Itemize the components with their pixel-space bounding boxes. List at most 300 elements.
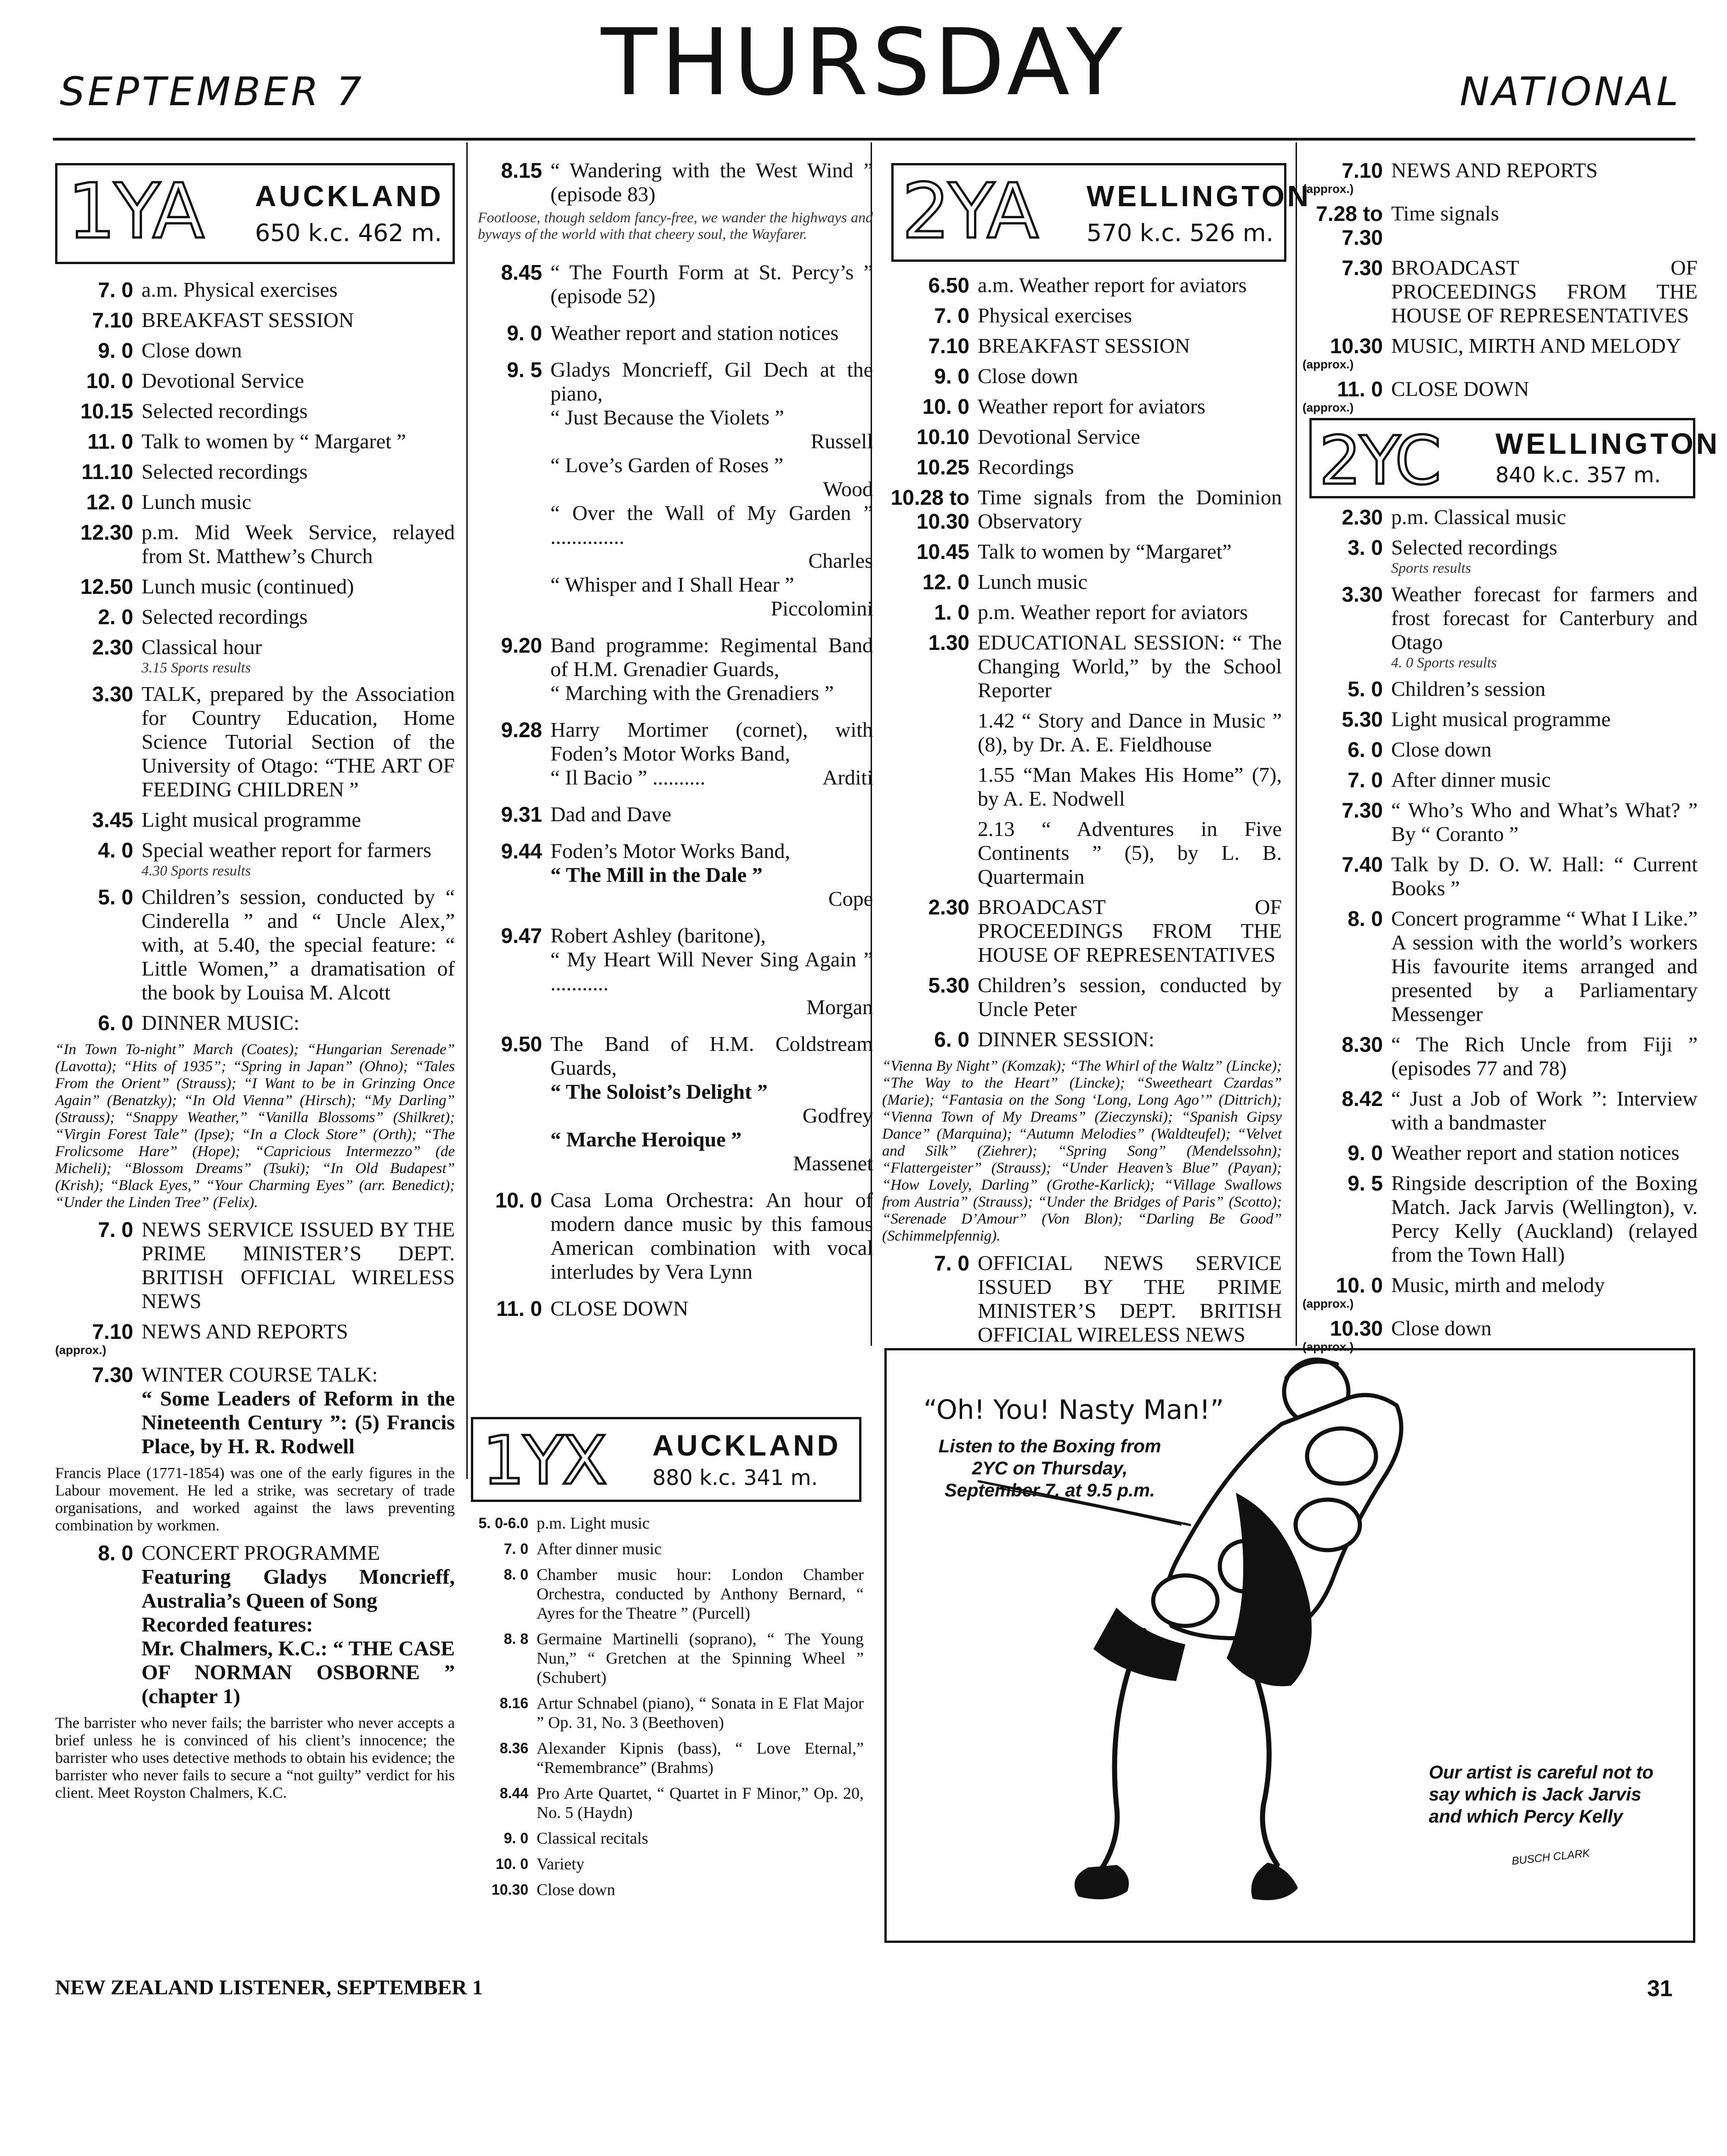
schedule-entry <box>473 1565 864 1623</box>
entry-title: Selected recordings <box>142 605 308 628</box>
entry-title: After dinner music <box>537 1540 662 1558</box>
entry-approx: (approx.) <box>55 1343 107 1357</box>
schedule-entry <box>478 158 873 206</box>
schedule-entry <box>55 490 455 514</box>
entry-time: 8.16 <box>499 1695 528 1711</box>
artist-signature: BUSCH CLARK <box>1511 1847 1591 1868</box>
schedule-entry <box>55 460 455 484</box>
piece-title: “ Over the Wall of My Garden ” .............. <box>550 501 873 548</box>
entry-title: Devotional Service <box>978 425 1140 448</box>
entry-title: Music, mirth and melody <box>1391 1273 1605 1297</box>
entry-title: NEWS SERVICE ISSUED BY THE PRIME MINISTER’S DEPT. BRITISH OFFICIAL WIRELESS NEWS <box>142 1218 455 1313</box>
entry-time: 9. 0 <box>1348 1141 1383 1165</box>
schedule-entry <box>55 575 455 598</box>
entry-title: Concert programme “ What I Like.” A session with the world’s workers His favourite items arranged and presented by a Parliamentary Messenger <box>1391 907 1698 1026</box>
entry-title: Dad and Dave <box>550 802 672 826</box>
entry-title: BROADCAST OF PROCEEDINGS FROM THE HOUSE OF REPRESENTATIVES <box>978 895 1282 966</box>
entry-time: 10. 0 <box>495 1856 528 1872</box>
entry-time: 9.44 <box>501 839 542 863</box>
entry-time: 3.30 <box>92 682 133 706</box>
entry-title: CONCERT PROGRAMME <box>142 1541 380 1564</box>
schedule-entry <box>882 304 1282 327</box>
schedule-entry <box>1302 158 1698 195</box>
schedule-entry <box>55 1218 455 1313</box>
entry-time: 2.30 <box>1342 505 1383 529</box>
schedule-entry <box>1302 1171 1698 1267</box>
entry-time: 12.30 <box>80 520 133 544</box>
entry-title: Close down <box>142 339 242 362</box>
piece-title: “ Marche Heroique ” <box>550 1128 742 1151</box>
entry-time: 7. 0 <box>934 1251 969 1275</box>
entry-time: 7.10 <box>1342 158 1383 182</box>
entry-title: MUSIC, MIRTH AND MELODY <box>1391 334 1682 357</box>
schedule-entry <box>473 1539 864 1558</box>
entry-title: NEWS AND REPORTS <box>1391 158 1598 182</box>
entry-title: Time signals from the Dominion Observatory <box>978 485 1282 533</box>
entry-title: Close down <box>978 364 1078 388</box>
column-2ya-continued <box>1302 158 1698 420</box>
entry-title: Selected recordings <box>142 399 308 423</box>
entry-title: p.m. Weather report for aviators <box>978 600 1248 624</box>
masthead-day: THURSDAY <box>601 9 1126 116</box>
station-call-sign: 2YC <box>1319 422 1440 500</box>
entry-title: “ Wandering with the West Wind ” (episode 83) <box>550 158 873 206</box>
entry-time: 7. 0 <box>98 278 133 302</box>
entry-title: Germaine Martinelli (soprano), “ The Young Nun,” “ Gretchen at the Spinning Wheel ” (Schubert) <box>537 1630 864 1687</box>
entry-note: 4.30 Sports results <box>142 862 251 879</box>
entry-title: DINNER SESSION: <box>978 1027 1155 1051</box>
entry-time: 10. 0 <box>86 369 133 393</box>
entry-title: Pro Arte Quartet, “ Quartet in F Minor,” Op. 20, No. 5 (Haydn) <box>537 1784 864 1822</box>
entry-approx: (approx.) <box>1302 401 1354 414</box>
entry-title: Weather forecast for farmers and frost forecast for Canterbury and Otago <box>1391 582 1698 654</box>
entry-title: p.m. Light music <box>537 1514 650 1532</box>
schedule-entry <box>1302 202 1698 249</box>
entry-time: 8. 0 <box>98 1541 133 1565</box>
entry-time: 9.28 <box>501 718 542 742</box>
entry-time: 9. 0 <box>504 1830 528 1846</box>
station-frequency: 880 k.c. 341 m. <box>652 1465 818 1490</box>
piece-title: “ Il Bacio ” .......... <box>550 766 706 789</box>
entry-time: 7. 0 <box>504 1541 528 1557</box>
entry-detail: “ Some Leaders of Reform in the Nineteenth Century ”: (5) Francis Place, by H. R. Rodwell <box>142 1387 455 1458</box>
barrister-description: The barrister who never fails; the barrister who never accepts a brief unless he is convinced of his client’s innocence; the barrister who uses detective methods to obtain his evidence; the barrister who never fails to secure a “not guilty” verdict for his client. Meet Royston Chalmers, K.C. <box>55 1715 455 1801</box>
column-divider <box>1296 142 1297 1346</box>
entry-detail: Recorded features: <box>142 1613 313 1636</box>
entry-title: “ Just a Job of Work ”: Interview with a bandmaster <box>1391 1087 1698 1134</box>
schedule-entry <box>1302 377 1698 414</box>
entry-time: 1. 0 <box>934 600 969 624</box>
entry-time: 11. 0 <box>496 1297 542 1321</box>
schedule-entry <box>1302 738 1698 762</box>
entry-title: Variety <box>537 1855 584 1873</box>
entry-time <box>882 763 969 811</box>
schedule-entry <box>473 1693 864 1732</box>
entry-title: Talk to women by “Margaret” <box>978 540 1232 563</box>
entry-time: 11. 0 <box>1337 377 1383 401</box>
entry-title: Close down <box>537 1880 615 1899</box>
entry-approx: (approx.) <box>1302 357 1354 371</box>
entry-time: 8.15 <box>501 158 542 182</box>
piece-title: “ Whisper and I Shall Hear ” <box>550 573 794 596</box>
schedule-entry <box>55 605 455 629</box>
schedule-entry <box>882 709 1282 756</box>
piece-composer: Wood <box>823 477 873 501</box>
top-rule <box>53 138 1695 141</box>
entry-time: 7.30 <box>1342 256 1383 280</box>
entry-title: 2.13 “ Adventures in Five Continents ” (5), by L. B. Quartermain <box>978 817 1282 888</box>
entry-title: Classical recitals <box>537 1829 648 1847</box>
entry-time: 10.45 <box>916 540 969 564</box>
schedule-entry <box>478 321 873 345</box>
entry-title: Band programme: Regimental Band of H.M. Grenadier Guards, <box>550 633 873 681</box>
schedule-entry <box>478 633 873 705</box>
column-1yx <box>473 1513 864 1906</box>
schedule-entry <box>473 1513 864 1533</box>
entry-title: Selected recordings <box>1391 536 1557 559</box>
station-call-sign: 1YA <box>68 167 203 255</box>
schedule-entry <box>1302 1087 1698 1134</box>
entry-time: 9.31 <box>501 802 542 826</box>
schedule-entry <box>478 1297 873 1321</box>
entry-time <box>882 709 969 756</box>
entry-time: 10. 0 <box>922 395 969 418</box>
footer-publication: NEW ZEALAND LISTENER, SEPTEMBER 1 <box>55 1975 483 1999</box>
entry-time: 1.30 <box>928 631 969 655</box>
entry-time: 8.36 <box>499 1740 528 1756</box>
entry-approx: (approx.) <box>1302 1297 1354 1310</box>
entry-title: NEWS AND REPORTS <box>142 1320 348 1343</box>
entry-title: Talk to women by “ Margaret ” <box>142 429 406 453</box>
schedule-entry <box>1302 256 1698 327</box>
entry-title: Children’s session <box>1391 677 1546 700</box>
schedule-entry <box>478 718 873 790</box>
schedule-entry <box>478 260 873 308</box>
entry-title: Classical hour <box>142 635 262 659</box>
entry-title: Light musical programme <box>1391 707 1611 731</box>
entry-time: 7. 0 <box>934 304 969 327</box>
entry-title: “ The Rich Uncle from Fiji ” (episodes 77 and 78) <box>1391 1033 1698 1080</box>
entry-time: 7.30 <box>92 1363 133 1387</box>
ad-listen-text: Listen to the Boxing from 2YC on Thursday, September 7, at 9.5 p.m. <box>938 1436 1161 1501</box>
piece-composer: Morgan <box>806 995 873 1019</box>
schedule-entry <box>473 1629 864 1687</box>
schedule-entry <box>55 399 455 423</box>
schedule-entry <box>1302 798 1698 846</box>
schedule-entry <box>882 973 1282 1021</box>
schedule-entry <box>882 364 1282 388</box>
entry-title: Light musical programme <box>142 808 361 831</box>
entry-title: Devotional Service <box>142 369 304 392</box>
entry-time: 7.28 to 7.30 <box>1316 202 1383 249</box>
entry-time: 7.10 <box>92 308 133 332</box>
schedule-entry <box>55 838 455 879</box>
schedule-entry <box>473 1880 864 1899</box>
entry-title: Close down <box>1391 738 1492 761</box>
schedule-entry <box>882 631 1282 702</box>
entry-title: CLOSE DOWN <box>1391 377 1529 401</box>
entry-title: Selected recordings <box>142 460 308 483</box>
wayfarer-note: Footloose, though seldom fancy-free, we wander the highways and byways of the world with that cheery soul, the Wayfarer. <box>478 209 873 242</box>
entry-time: 12.50 <box>80 575 133 598</box>
schedule-entry <box>473 1829 864 1848</box>
entry-time: 10.25 <box>916 455 969 479</box>
entry-title: Special weather report for farmers <box>142 838 431 862</box>
schedule-entry <box>882 817 1282 889</box>
entry-time: 9.20 <box>501 633 542 657</box>
station-frequency: 840 k.c. 357 m. <box>1495 463 1661 487</box>
francis-place-description: Francis Place (1771-1854) was one of the early figures in the Labour movement. He led a strike, was secretary of trade organisations, and worked against the laws preventing combination by workmen. <box>55 1465 455 1534</box>
entry-title: Weather report and station notices <box>550 321 839 344</box>
station-logo-2ya <box>891 163 1311 262</box>
entry-title: Children’s session, conducted by Uncle Peter <box>978 973 1282 1021</box>
entry-time: 10.15 <box>80 399 133 423</box>
entry-time: 8. 0 <box>504 1566 528 1583</box>
schedule-entry <box>882 540 1282 564</box>
schedule-entry <box>882 334 1282 358</box>
schedule-entry <box>55 369 455 393</box>
entry-time: 10. 0 <box>495 1188 542 1212</box>
entry-time: 11.10 <box>81 460 133 484</box>
entry-title: Ringside description of the Boxing Match. Jack Jarvis (Wellington), v. Percy Kelly (Auckland) (relayed from the Town Hall) <box>1391 1171 1698 1266</box>
masthead-date: SEPTEMBER 7 <box>60 69 365 115</box>
entry-title: BROADCAST OF PROCEEDINGS FROM THE HOUSE OF REPRESENTATIVES <box>1391 256 1698 327</box>
schedule-entry <box>478 802 873 826</box>
schedule-entry <box>478 924 873 1019</box>
schedule-entry <box>882 600 1282 624</box>
entry-title: Lunch music <box>978 570 1087 593</box>
entry-title: Recordings <box>978 455 1074 479</box>
schedule-entry <box>55 682 455 801</box>
entry-title: EDUCATIONAL SESSION: “ The Changing World,” by the School Reporter <box>978 631 1282 702</box>
entry-time: 7.40 <box>1342 852 1383 876</box>
schedule-entry <box>882 485 1282 533</box>
schedule-entry <box>1302 505 1698 529</box>
schedule-entry <box>1302 677 1698 701</box>
piece-composer: Arditi <box>822 766 873 789</box>
entry-title: “ The Fourth Form at St. Percy’s ” (episode 52) <box>550 260 873 308</box>
entry-time: 6.50 <box>928 273 969 297</box>
schedule-entry <box>882 763 1282 811</box>
entry-title: WINTER COURSE TALK: <box>142 1363 378 1386</box>
entry-title: Weather report for aviators <box>978 395 1206 418</box>
entry-title: Children’s session, conducted by “ Cinderella ” and “ Uncle Alex,” with, at 5.40, the special feature: “ Little Women,” a dramatisation of the book by Louisa M. Alcott <box>142 885 455 1004</box>
entry-approx: (approx.) <box>1302 182 1354 196</box>
entry-time: 6. 0 <box>934 1027 969 1051</box>
entry-time: 12. 0 <box>922 570 969 594</box>
entry-time: 10.30 <box>491 1881 528 1898</box>
entry-time: 9. 5 <box>507 358 542 382</box>
page-number: 31 <box>1647 1975 1673 2001</box>
schedule-entry <box>55 1363 455 1458</box>
schedule-entry <box>882 1251 1282 1347</box>
schedule-entry <box>882 395 1282 418</box>
schedule-entry <box>473 1854 864 1874</box>
schedule-entry <box>473 1783 864 1822</box>
schedule-entry <box>478 1188 873 1284</box>
entry-time: 7. 0 <box>98 1218 133 1242</box>
station-frequency: 570 k.c. 526 m. <box>1087 220 1274 247</box>
schedule-entry <box>1302 907 1698 1026</box>
entry-title: Talk by D. O. W. Hall: “ Current Books ” <box>1391 852 1698 900</box>
entry-time: 7.10 <box>928 334 969 358</box>
schedule-entry <box>478 358 873 621</box>
entry-title: p.m. Mid Week Service, relayed from St. Matthew’s Church <box>142 520 455 568</box>
piece-composer: Massenet <box>793 1151 873 1175</box>
station-city: AUCKLAND <box>652 1429 841 1462</box>
entry-title: 1.42 “ Story and Dance in Music ” (8), by Dr. A. E. Fieldhouse <box>978 709 1282 756</box>
entry-title: TALK, prepared by the Association for Country Education, Home Science Tutorial Section of the University of Otago: “THE ART OF FEEDING CHILDREN ” <box>142 682 455 801</box>
entry-time: 8.45 <box>501 260 542 284</box>
entry-time: 9.50 <box>501 1032 542 1056</box>
schedule-entry <box>55 885 455 1005</box>
schedule-entry <box>55 808 455 832</box>
column-2yc <box>1302 505 1698 1360</box>
entry-time: 3.30 <box>1342 582 1383 606</box>
schedule-entry <box>55 520 455 568</box>
entry-title: Chamber music hour: London Chamber Orchestra, conducted by Anthony Bernard, “ Ayres for the Theatre ” (Purcell) <box>537 1565 864 1622</box>
piece-title: “ Love’s Garden of Roses ” <box>550 453 784 477</box>
entry-title: “ Who’s Who and What’s What? ” By “ Coranto ” <box>1391 798 1698 846</box>
entry-title: Physical exercises <box>978 304 1132 327</box>
schedule-entry <box>882 455 1282 479</box>
piece-title: “ My Heart Will Never Sing Again ” ........... <box>550 948 873 995</box>
entry-title: Lunch music <box>142 490 251 514</box>
schedule-entry <box>1302 707 1698 731</box>
schedule-entry <box>882 273 1282 297</box>
entry-time: 12. 0 <box>86 490 133 514</box>
entry-title: OFFICIAL NEWS SERVICE ISSUED BY THE PRIME MINISTER’S DEPT. BRITISH OFFICIAL WIRELESS NEWS <box>978 1251 1282 1346</box>
masthead-network: NATIONAL <box>1460 69 1681 115</box>
boxing-advertisement <box>884 1348 1695 1943</box>
entry-detail: Featuring Gladys Moncrieff, Australia’s Queen of Song <box>142 1565 455 1612</box>
entry-time: 3. 0 <box>1348 536 1383 559</box>
entry-time <box>882 817 969 889</box>
schedule-entry <box>1302 852 1698 900</box>
schedule-entry <box>882 570 1282 594</box>
entry-note: 4. 0 Sports results <box>1391 654 1497 671</box>
entry-time: 8.30 <box>1342 1033 1383 1056</box>
dinner-music-list: “In Town To-night” March (Coates); “Hungarian Serenade” (Lavotta); “Hits of 1935”; “Spring in Japan” (Ohno); “Tales From the Orient” (Strauss); “I Want to be in Grinzing Once Again” (Benatzky); “In Old Vienna” (Hirsch); “My Darling” (Strauss); “Snappy Weather,” “Vanilla Blossoms” (Shilkret); “Virgin Forest Tale” (Ipse); “In a Clock Store” (Orth); “The Frolicsome Hare” (Hope); “Capricious Intermezzo” (de Micheli); “Blossom Dreams” (Tsuki); “In Old Budapest” (Krish); “Black Eyes,” “Your Charming Eyes” (arr. Benedict); “Under the Linden Tree” (Felix). <box>55 1041 455 1211</box>
entry-title: Gladys Moncrieff, Gil Dech at the piano, <box>550 358 873 405</box>
station-frequency: 650 k.c. 462 m. <box>255 220 442 247</box>
schedule-entry <box>882 425 1282 449</box>
entry-time: 10.10 <box>916 425 969 449</box>
entry-time: 3.45 <box>92 808 133 832</box>
piece-composer: Piccolomini <box>770 597 873 620</box>
entry-title: p.m. Classical music <box>1391 505 1566 529</box>
entry-time: 7.30 <box>1342 798 1383 822</box>
entry-time: 9. 0 <box>98 339 133 362</box>
entry-time: 10.30 <box>1330 334 1383 358</box>
entry-title: CLOSE DOWN <box>550 1297 689 1320</box>
entry-title: Foden’s Motor Works Band, <box>550 839 790 863</box>
entry-time: 5.30 <box>1342 707 1383 731</box>
entry-time: 5. 0-6.0 <box>478 1515 528 1531</box>
entry-approx: (approx.) <box>1302 1340 1354 1354</box>
piece-title: “ The Soloist’s Delight ” <box>550 1080 768 1103</box>
schedule-entry <box>1302 1316 1698 1353</box>
entry-time: 7. 0 <box>1348 768 1383 792</box>
ad-title: “Oh! You! Nasty Man!” <box>923 1394 1224 1425</box>
schedule-entry <box>1302 334 1698 371</box>
station-call-sign: 1YX <box>482 1422 606 1500</box>
entry-time: 9. 0 <box>507 321 542 345</box>
entry-time: 6. 0 <box>1348 738 1383 762</box>
entry-title: BREAKFAST SESSION <box>142 308 354 332</box>
schedule-entry <box>55 635 455 676</box>
station-logo-2yc <box>1309 418 1720 500</box>
station-city: AUCKLAND <box>255 180 444 213</box>
entry-title: Close down <box>1391 1316 1492 1340</box>
entry-note: Sports results <box>1391 559 1471 576</box>
schedule-entry <box>55 278 455 302</box>
entry-title: The Band of H.M. Coldstream Guards, <box>550 1032 873 1079</box>
schedule-entry <box>1302 768 1698 792</box>
entry-title: BREAKFAST SESSION <box>978 334 1190 357</box>
piece-composer: Russell <box>810 429 873 453</box>
entry-detail: Mr. Chalmers, K.C.: “ THE CASE OF NORMAN OSBORNE ” (chapter 1) <box>142 1637 455 1708</box>
entry-time: 9.47 <box>501 924 542 948</box>
entry-title: DINNER MUSIC: <box>142 1011 300 1034</box>
entry-title: Harry Mortimer (cornet), with Foden’s Motor Works Band, <box>550 718 873 765</box>
schedule-entry <box>55 1011 455 1035</box>
station-call-sign: 2YA <box>902 167 1037 255</box>
entry-title: Artur Schnabel (piano), “ Sonata in E Flat Major ” Op. 31, No. 3 (Beethoven) <box>537 1694 864 1732</box>
entry-title: a.m. Weather report for aviators <box>978 273 1247 297</box>
schedule-entry <box>55 429 455 453</box>
entry-time: 2.30 <box>92 635 133 659</box>
schedule-entry <box>1302 536 1698 576</box>
column-1ya <box>55 278 455 1808</box>
schedule-entry <box>55 1541 455 1708</box>
station-city: WELLINGTON <box>1495 427 1720 460</box>
piece-title: “ Just Because the Violets ” <box>550 406 784 429</box>
entry-time: 8.44 <box>499 1785 528 1801</box>
column-divider <box>466 142 468 1479</box>
schedule-entry <box>55 339 455 362</box>
entry-title: Robert Ashley (baritone), <box>550 924 766 947</box>
entry-title: Weather report and station notices <box>1391 1141 1680 1164</box>
schedule-entry <box>1302 582 1698 671</box>
entry-time: 5. 0 <box>1348 677 1383 701</box>
entry-title: 1.55 “Man Makes His Home” (7), by A. E. Nodwell <box>978 763 1282 810</box>
column-2ya <box>882 273 1282 1353</box>
entry-title: After dinner music <box>1391 768 1551 791</box>
schedule-entry <box>478 1032 873 1175</box>
ad-artist-note: Our artist is careful not to say which is Jack Jarvis and which Percy Kelly <box>1429 1762 1653 1827</box>
entry-time: 9. 0 <box>934 364 969 388</box>
entry-time: 7.10 <box>92 1320 133 1343</box>
entry-title: Alexander Kipnis (bass), “ Love Eternal,” “Remembrance” (Brahms) <box>537 1739 864 1777</box>
schedule-entry <box>55 308 455 332</box>
entry-time: 11. 0 <box>87 429 133 453</box>
entry-title: Casa Loma Orchestra: An hour of modern dance music by this famous American combination with vocal interludes by Vera Lynn <box>550 1188 873 1283</box>
piece-title: “ The Mill in the Dale ” <box>550 863 763 886</box>
schedule-entry <box>1302 1033 1698 1080</box>
schedule-entry <box>55 1320 455 1356</box>
entry-title: Time signals <box>1391 202 1499 225</box>
station-logo-1yx <box>471 1417 861 1502</box>
dinner-session-list: “Vienna By Night” (Komzak); “The Whirl of the Waltz” (Lincke); “The Way to the Heart” (Lincke); “Sweetheart Czardas” (Marie); “Fantasia on the Song ‘Long, Long Ago’” (Dittrich); “Vienna Town of My Dreams” (Zieczynski); “Spanish Gipsy Dance” (Marquina); “Autumn Melodies” (Waldteufel); “Velvet and Silk” (Ziehrer); “Spring Song” (Mendelssohn); “Flattergeister” (Strauss); “Under Heaven’s Blue” (Payan); “How Lovely, Darling” (Grothe-Karlick); “Village Swallows from Austria” (Strauss); “Under the Bridges of Paris” (Scotto); “Serenade D’Amour” (Von Blon); “Darling Be Good” (Schimmelpfennig). <box>882 1058 1282 1244</box>
station-logo-1ya <box>55 163 455 264</box>
entry-title: a.m. Physical exercises <box>142 278 338 301</box>
entry-time: 10.28 to 10.30 <box>890 485 969 533</box>
entry-time: 5.30 <box>928 973 969 997</box>
entry-time: 10.30 <box>1330 1316 1383 1340</box>
schedule-entry <box>478 839 873 911</box>
entry-time: 6. 0 <box>98 1011 133 1035</box>
